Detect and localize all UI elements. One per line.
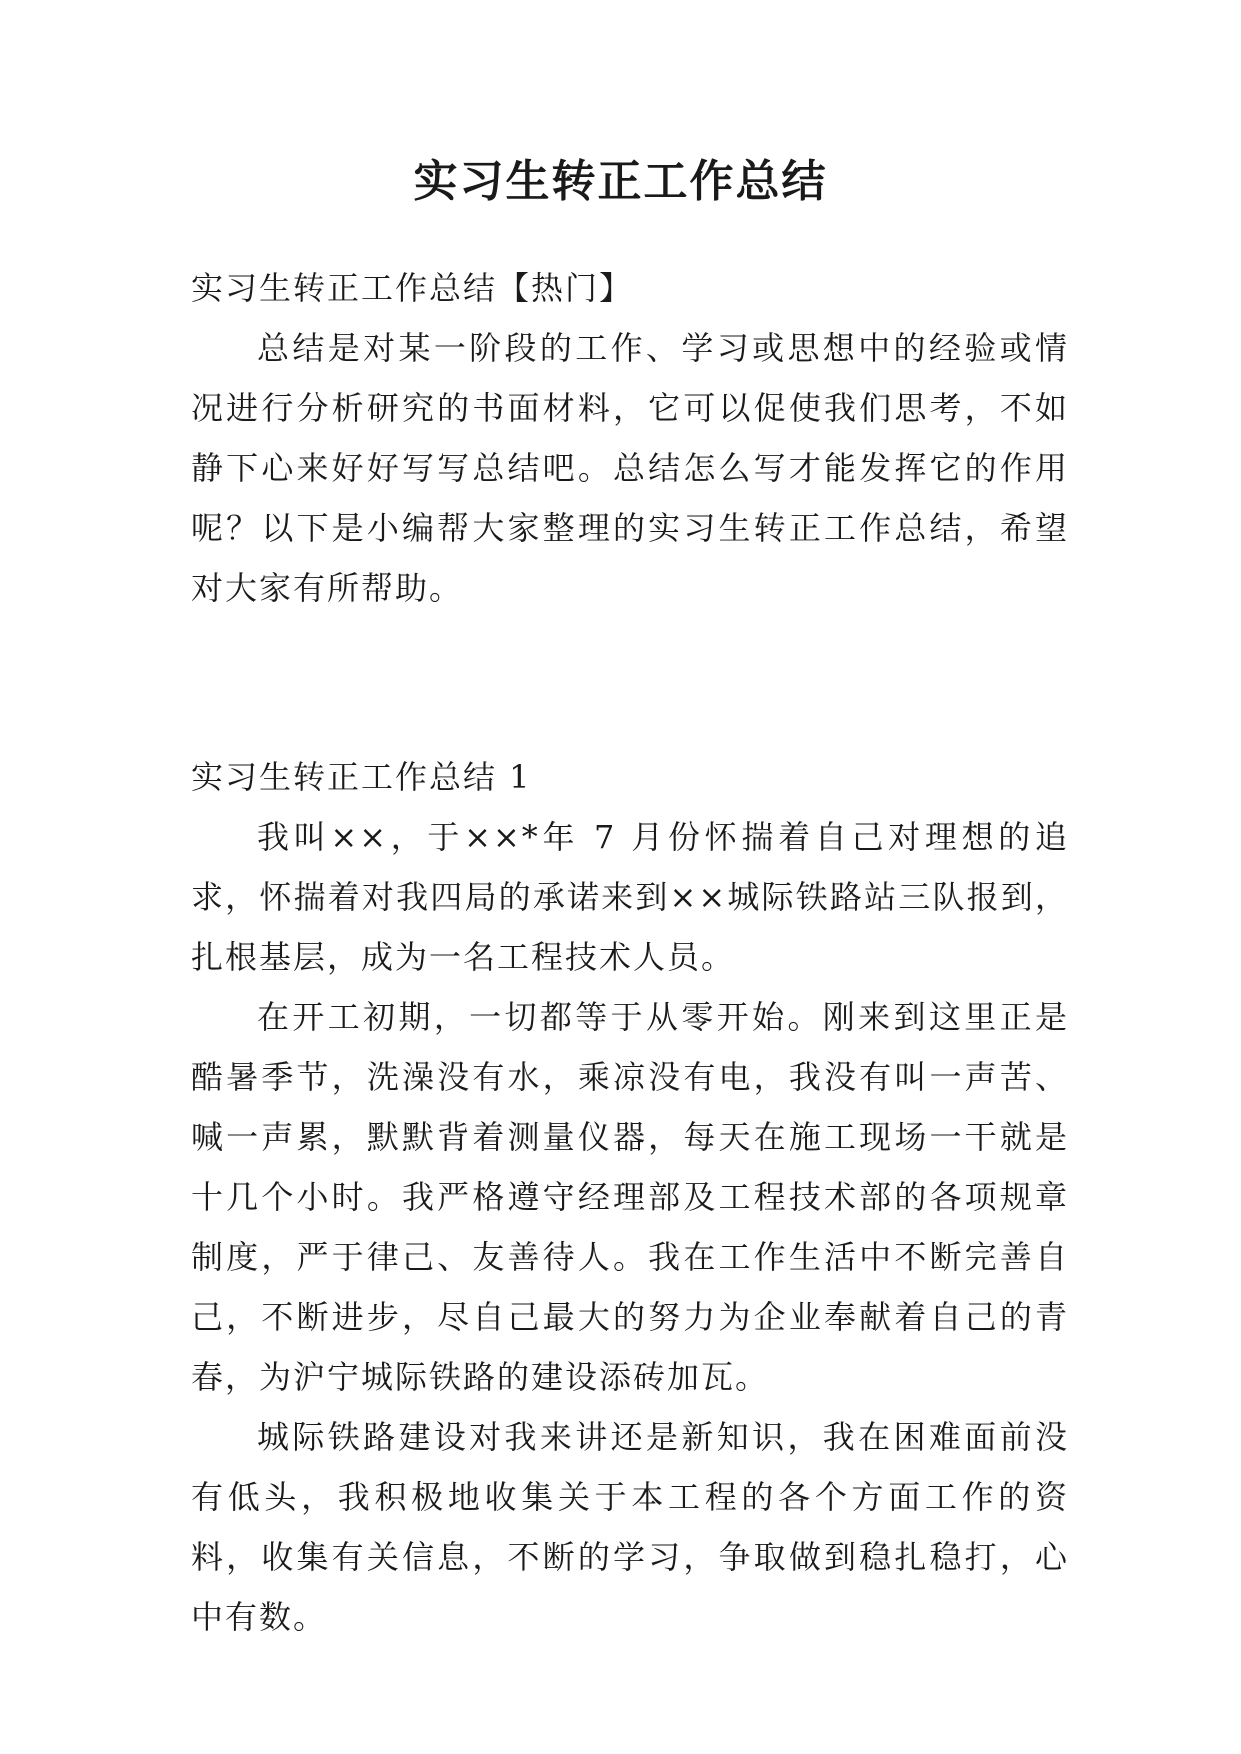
intro-heading: 实习生转正工作总结【热门】 [191,269,634,307]
body-paragraph: 我叫××，于××*年 7 月份怀揣着自己对理想的追求，怀揣着对我四局的承诺来到××城际铁路站三队报到，扎根基层，成为一名工程技术人员。 [191,818,1069,976]
body-paragraph: 城际铁路建设对我来讲还是新知识，我在困难面前没有低头，我积极地收集关于本工程的各个方面工作的资料，收集有关信息，不断的学习，争取做到稳扎稳打，心中有数。 [191,1418,1069,1636]
section-heading: 实习生转正工作总结 1 [191,758,532,796]
section-1 [191,747,1069,1647]
intro-section [191,258,1069,618]
body-paragraph: 在开工初期，一切都等于从零开始。刚来到这里正是酷暑季节，洗澡没有水，乘凉没有电，我没有叫一声苦、喊一声累，默默背着测量仪器，每天在施工现场一干就是十几个小时。我严格遵守经理部及工程技术部的各项规章制度，严于律己、友善待人。我在工作生活中不断完善自己，不断进步，尽自己最大的努力为企业奉献着自己的青春，为沪宁城际铁路的建设添砖加瓦。 [191,998,1069,1396]
intro-paragraph: 总结是对某一阶段的工作、学习或思想中的经验或情况进行分析研究的书面材料，它可以促使我们思考，不如静下心来好好写写总结吧。总结怎么写才能发挥它的作用呢？以下是小编帮大家整理的实习生转正工作总结，希望对大家有所帮助。 [191,329,1069,607]
document-title: 实习生转正工作总结 [413,156,828,207]
